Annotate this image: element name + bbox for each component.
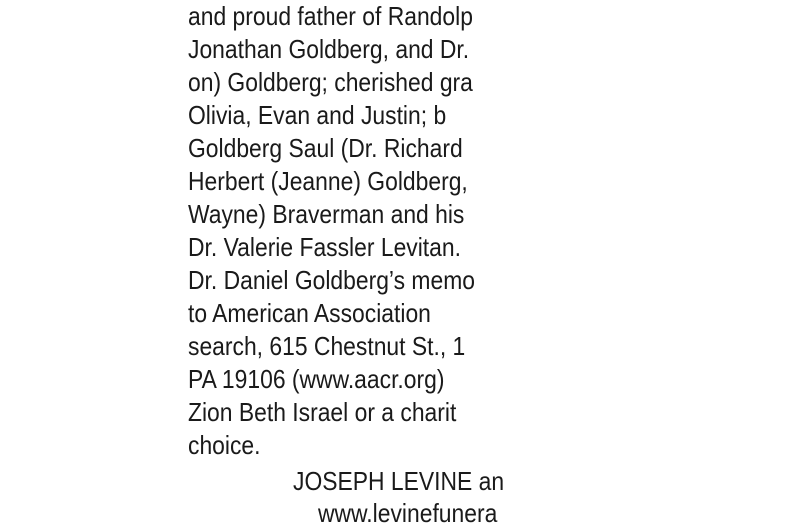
obituary-line-6: Herbert (Jeanne) Goldberg,	[188, 166, 468, 196]
obituary-line-8: Dr. Valerie Fassler Levitan.	[188, 232, 461, 262]
funeral-home-website: www.levinefunera	[318, 498, 498, 528]
obituary-line-14: choice.	[188, 430, 261, 460]
obituary-line-2: Jonathan Goldberg, and Dr.	[188, 34, 470, 64]
obituary-line-10: to American Association	[188, 298, 431, 328]
obituary-line-9: Dr. Daniel Goldberg’s memo	[188, 265, 475, 295]
obituary-line-1: and proud father of Randolp	[188, 1, 473, 31]
obituary-line-4: Olivia, Evan and Justin; b	[188, 100, 447, 130]
obituary-line-7: Wayne) Braverman and his	[188, 199, 465, 229]
obituary-line-3: on) Goldberg; cherished gra	[188, 67, 473, 97]
obituary-line-13: Zion Beth Israel or a charit	[188, 397, 457, 427]
obituary-line-12: PA 19106 (www.aacr.org)	[188, 364, 445, 394]
obituary-line-5: Goldberg Saul (Dr. Richard	[188, 133, 463, 163]
funeral-home-name: JOSEPH LEVINE an	[293, 466, 505, 496]
obituary-line-11: search, 615 Chestnut St., 1	[188, 331, 466, 361]
